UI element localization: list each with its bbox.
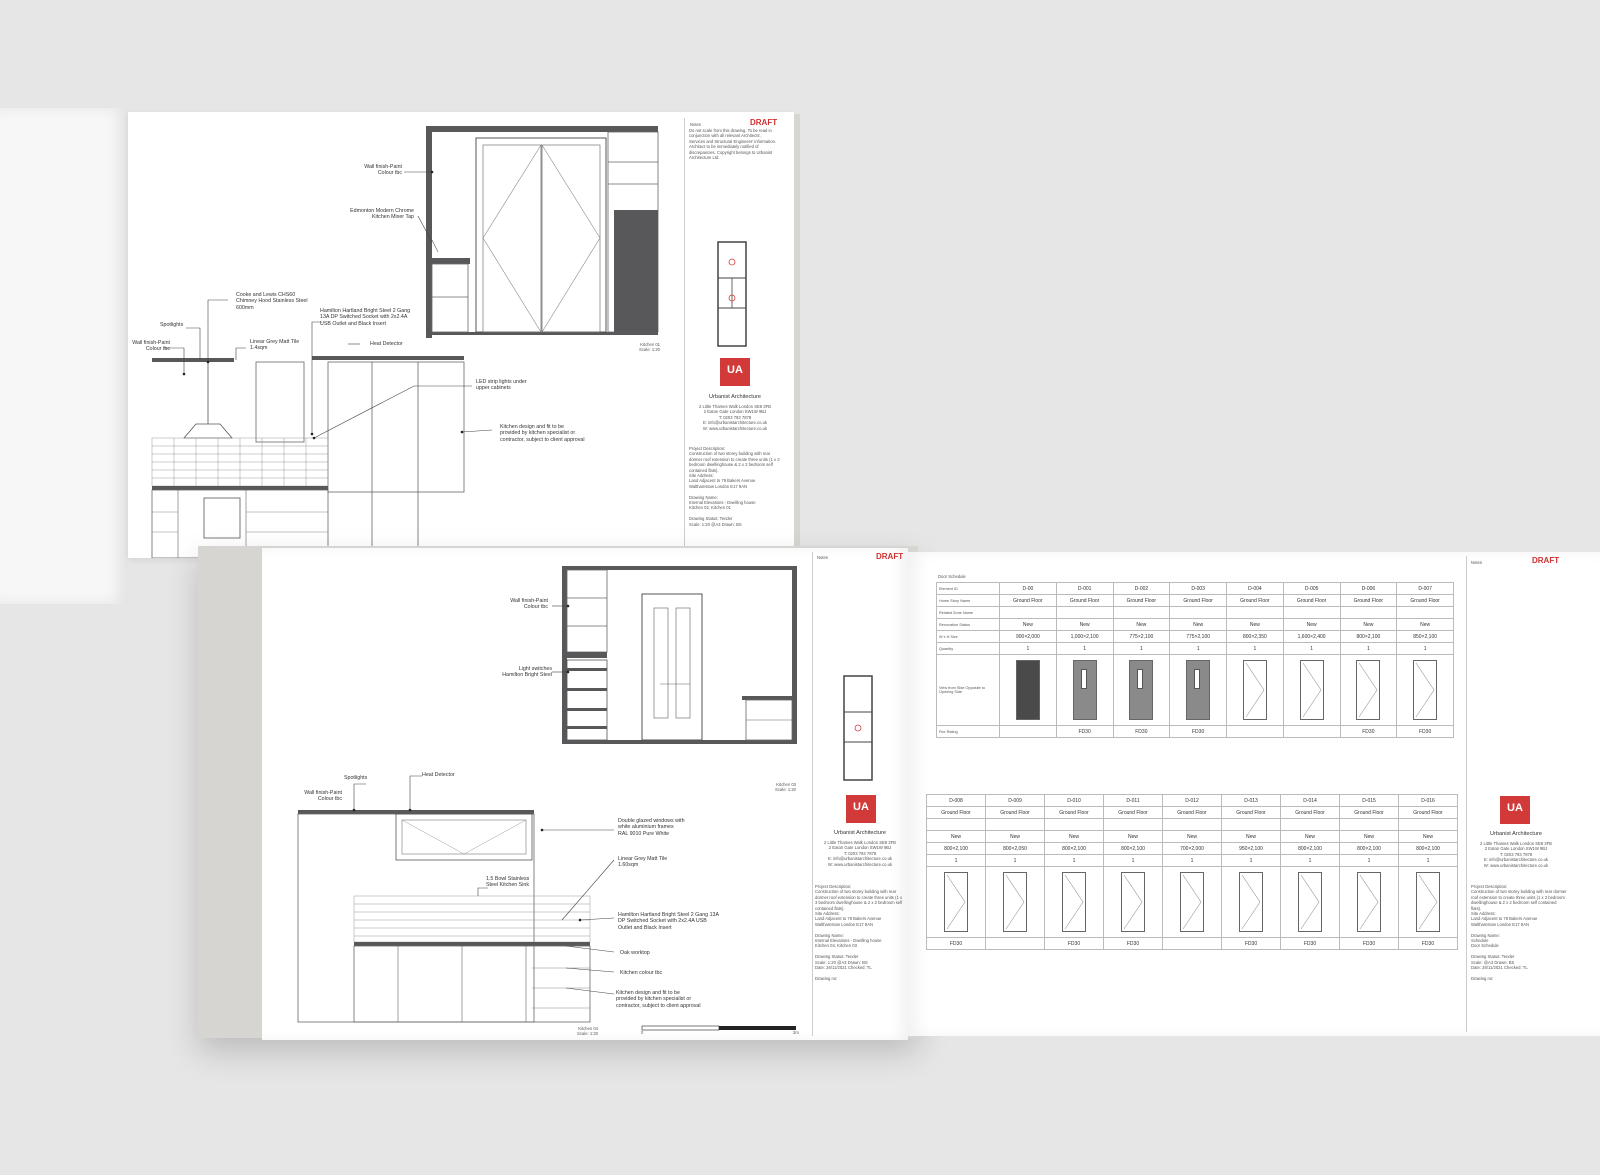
door-elevation-cell [1397,655,1454,726]
door-fire-cell [986,938,1045,950]
door-floor-cell: Ground Floor [1104,807,1163,819]
sheet1-notes-body: Do not scale from this drawing. To be read in conjunction with all relevant Architects', Services and Structural Engineers' information. Architect to be immediately notified of discrepancies. Copyright belongs to Urbanist Architecture Ltd. [689,128,777,161]
row-label-story: Home Story Name [937,595,1000,607]
sheet2-label-switches: Light switches Hamilton Bright Steel [502,666,552,679]
sheet2-draft-stamp: DRAFT [876,552,904,561]
door-qty-cell: 1 [1163,855,1222,867]
door-size-cell: 700×2,000 [1163,843,1222,855]
door-fire-cell: FD30 [927,938,986,950]
door-zone-cell [1113,607,1170,619]
sheet2-firm-address: 2 Little Thames Walk London SE8 3FB 2 Eaton Gate London SW1W 9BJ T: 0203 793 7878 E: info@urbanistarchitecture.co.uk W: www.urbanistarchitecture.co.uk [824,840,896,867]
door-schedule-table-bottom [926,794,1458,950]
door-status-cell: New [1163,831,1222,843]
door-id-cell: D-006 [1340,583,1397,595]
sheet1-label-tile: Linear Grey Matt Tile 1.4sqm [250,339,300,352]
door-floor-cell: Ground Floor [1397,595,1454,607]
door-size-cell: 800×2,050 [986,843,1045,855]
door-fire-cell: FD30 [1170,726,1227,738]
book1-left-page [0,108,128,604]
door-qty-cell: 1 [986,855,1045,867]
door-qty-cell: 1 [1056,643,1113,655]
sheet1-key-plan [710,238,754,350]
door-glazing-panel [1137,669,1143,689]
door-qty-cell: 1 [1397,643,1454,655]
door-zone-cell [1163,819,1222,831]
door-id-cell: D-016 [1399,795,1458,807]
door-zone-cell [1000,607,1057,619]
sheet3-notes-title: Notes [1471,560,1482,565]
door-elevation-icon [1413,660,1437,720]
door-status-cell: New [1340,831,1399,843]
sheet2-notes-title: Notes [817,555,828,560]
sheet3-firm-address: 2 Little Thames Walk London SE8 3FB 2 Eaton Gate London SW1W 9BJ T: 0203 793 7878 E: info@urbanistarchitecture.co.uk W: www.urbanistarchitecture.co.uk [1480,841,1552,868]
door-zone-cell [1340,607,1397,619]
door-floor-cell: Ground Floor [1056,595,1113,607]
door-zone-cell [927,819,986,831]
door-elevation-cell [1113,655,1170,726]
door-size-cell: 1,600×2,400 [1283,631,1340,643]
row-label-id: Element ID [937,583,1000,595]
sheet2-scale-start: 0 [641,1030,644,1035]
door-elevation-icon [1129,660,1153,720]
door-status-cell: New [1227,619,1284,631]
door-elevation-icon [1062,872,1086,932]
sheet2-label-design: Kitchen design and fit to be provided by kitchen specialist or contractor, subject to client approval [616,990,701,1009]
door-elevation-cell [1000,655,1057,726]
sheet1-draft-stamp: DRAFT [750,118,778,127]
door-elevation-cell [1056,655,1113,726]
door-fire-cell [1227,726,1284,738]
door-zone-cell [1399,819,1458,831]
door-swing-lines [1301,661,1323,719]
door-floor-cell: Ground Floor [1283,595,1340,607]
row-label-zone: Related Zone Name [937,607,1000,619]
row-label-fire: Fire Rating [937,726,1000,738]
sheet2-label-wall-paint: Wall finish-Paint Colour tbc [510,598,548,611]
door-schedule-table-top [936,582,1454,738]
door-size-cell: 950×2,100 [1222,843,1281,855]
door-swing-lines [1181,873,1203,931]
sheet2-label-windows: Double glazed windows with white aluminium frames RAL 9010 Pure White [618,818,685,837]
sheet2-label-sink: 1.5 Bowl Stainless Steel Kitchen Sink [486,876,530,889]
door-status-cell: New [1113,619,1170,631]
door-elevation-icon [1300,660,1324,720]
sheet1-view-tag: Kitchen 01 Scale: 1:20 [639,342,660,353]
door-fire-cell: FD30 [1056,726,1113,738]
door-floor-cell: Ground Floor [1399,807,1458,819]
sheet3-draft-stamp: DRAFT [1532,556,1560,565]
door-fire-cell: FD30 [1399,938,1458,950]
door-elevation-icon [1121,872,1145,932]
sheet2-view-tag2: Kitchen 04 Scale: 1:20 [577,1026,598,1037]
door-zone-cell [1340,819,1399,831]
sheet1-label-socket: Hamilton Hartland Bright Steel 2 Gang 13A DP Switched Socket with 2x2.4A USB Outlet and Black Insert [320,308,411,327]
sheet1-firm-address: 2 Little Thames Walk London SE8 3FB 2 Eaton Gate London SW1W 9BJ T: 0203 793 7878 E: info@urbanistarchitecture.co.uk W: www.urbanistarchitecture.co.uk [699,404,771,431]
sheet2-label-socket: Hamilton Hartland Bright Steel 2 Gang 13A DP Switched Socket with 2x2.4A USB Outlet and Black Insert [618,912,719,931]
door-swing-lines [1358,873,1380,931]
door-size-cell: 775×2,100 [1170,631,1227,643]
door-size-cell: 850×2,100 [1397,631,1454,643]
sheet3-firm-logo: UA [1500,796,1530,824]
door-size-cell: 1,000×2,100 [1056,631,1113,643]
sheet2-project-info: Project Description: Construction of two storey building with rear dormer roof extension to create three units (1 x 3 bedroom dwellinghouse & 2 x 2 bedroom self contained flats). Site Address: Land Adjacent to 79 Bakers Avenue Walthamstow London E17 9AN Drawing Name: Internal Elevations - Dwelling house Kitchen 04, Kitchen 03 Drawing Status: Tender Scale: 1:20 @A3 Drawn: BS Date: 26/11/2021 Checked: TL Drawing no: [815,884,903,981]
door-swing-lines [1244,661,1266,719]
door-size-cell: 900×2,000 [1000,631,1057,643]
door-zone-cell [1104,819,1163,831]
sheet1-label-mixer-tap: Edmonton Modern Chrome Kitchen Mixer Tap [350,208,414,221]
door-qty-cell: 1 [1283,643,1340,655]
door-id-cell: D-014 [1281,795,1340,807]
door-elevation-cell [1163,867,1222,938]
sheet1-notes-title: Notes [690,122,701,127]
door-elevation-cell [1227,655,1284,726]
door-id-cell: D-013 [1222,795,1281,807]
door-elevation-cell [927,867,986,938]
door-qty-cell: 1 [1104,855,1163,867]
door-elevation-icon [1243,660,1267,720]
door-fire-cell: FD30 [1104,938,1163,950]
sheet1-label-wall-paint2: Wall finish-Paint Colour tbc [132,340,170,353]
door-qty-cell: 1 [1340,855,1399,867]
door-qty-cell: 1 [1113,643,1170,655]
door-fire-cell [1000,726,1057,738]
door-id-cell: D-004 [1227,583,1284,595]
door-swing-lines [1240,873,1262,931]
door-size-cell: 800×2,100 [1399,843,1458,855]
row-label-size: W x H Size [937,631,1000,643]
door-floor-cell: Ground Floor [1113,595,1170,607]
door-elevation-cell [1340,655,1397,726]
sheet2-scale-end: 2m [793,1030,799,1035]
door-floor-cell: Ground Floor [1000,595,1057,607]
door-size-cell: 800×2,100 [1104,843,1163,855]
sheet1-firm-logo: UA [720,358,750,386]
door-floor-cell: Ground Floor [1227,595,1284,607]
door-swing-lines [1004,873,1026,931]
door-id-cell: D-005 [1283,583,1340,595]
door-qty-cell: 1 [1281,855,1340,867]
door-swing-lines [1299,873,1321,931]
door-swing-lines [945,873,967,931]
door-swing-lines [1357,661,1379,719]
door-size-cell: 800×2,100 [1340,843,1399,855]
door-size-cell: 800×2,100 [1045,843,1104,855]
door-fire-cell: FD30 [1397,726,1454,738]
door-zone-cell [1397,607,1454,619]
door-zone-cell [1222,819,1281,831]
door-elevation-icon [1186,660,1210,720]
sheet1-label-wall-paint: Wall finish-Paint Colour tbc [364,164,402,177]
door-size-cell: 800×2,100 [1340,631,1397,643]
door-fire-cell: FD30 [1281,938,1340,950]
door-schedule-title: Door Schedule [938,574,966,579]
door-qty-cell: 1 [1340,643,1397,655]
door-qty-cell: 1 [1170,643,1227,655]
door-swing-lines [1063,873,1085,931]
door-id-cell: D-008 [927,795,986,807]
sheet1-elevation-drawing [128,112,688,558]
door-elevation-icon [1298,872,1322,932]
sheet3-project-info: Project Description: Construction of two storey building with rear dormer roof extension to create three units (1 x 3 bedroom dwellinghouse & 2 x 2 bedroom self contained flats). Site Address: Land Adjacent to 79 Bakers Avenue Walthamstow London E17 9AN Drawing Name: Schedule Door Schedule Drawing Status: Tender Scale: @A3 Drawn: BS Date: 26/11/2021 Checked: TL Drawing no: [1471,884,1567,981]
door-elevation-cell [1170,655,1227,726]
door-status-cell: New [927,831,986,843]
door-zone-cell [1045,819,1104,831]
row-label-status: Renovation Status [937,619,1000,631]
sheet2-label-spotlights: Spotlights [344,775,368,781]
door-qty-cell: 1 [1227,643,1284,655]
sheet2-label-wall-paint2: Wall finish-Paint Colour tbc [304,790,342,803]
door-elevation-icon [1239,872,1263,932]
door-floor-cell: Ground Floor [986,807,1045,819]
sheet2-firm-logo: UA [846,795,876,823]
door-elevation-cell [1222,867,1281,938]
door-elevation-icon [1003,872,1027,932]
sheet2-label-colour: Kitchen colour tbc [620,970,663,976]
door-glazing-panel [1194,669,1200,689]
door-elevation-icon [1356,660,1380,720]
door-id-cell: D-00 [1000,583,1057,595]
door-id-cell: D-002 [1113,583,1170,595]
door-id-cell: D-015 [1340,795,1399,807]
door-elevation-cell [1399,867,1458,938]
door-fire-cell: FD30 [1222,938,1281,950]
door-swing-lines [1414,661,1436,719]
door-qty-cell: 1 [1222,855,1281,867]
book1-cover-edge [794,114,800,554]
sheet1-firm-name: Urbanist Architecture [709,394,761,400]
door-fire-cell: FD30 [1113,726,1170,738]
door-zone-cell [986,819,1045,831]
door-fire-cell [1283,726,1340,738]
sheet2-label-oak: Oak worktop [620,950,650,956]
door-swing-lines [1122,873,1144,931]
door-floor-cell: Ground Floor [1340,595,1397,607]
row-label-quantity: Quantity [937,643,1000,655]
sheet2-view-tag: Kitchen 03 Scale: 1:20 [775,782,796,793]
door-size-cell: 800×2,100 [1281,843,1340,855]
door-status-cell: New [1000,619,1057,631]
door-floor-cell: Ground Floor [927,807,986,819]
door-qty-cell: 1 [1000,643,1057,655]
door-qty-cell: 1 [1399,855,1458,867]
row-label-view: View from Side Opposite to Opening Side [937,655,1000,726]
door-status-cell: New [1104,831,1163,843]
door-floor-cell: Ground Floor [1340,807,1399,819]
sheet2-label-heat: Heat Detector [422,772,455,778]
door-elevation-icon [1416,872,1440,932]
door-floor-cell: Ground Floor [1170,595,1227,607]
door-elevation-cell [1340,867,1399,938]
door-id-cell: D-001 [1056,583,1113,595]
door-id-cell: D-003 [1170,583,1227,595]
door-zone-cell [1281,819,1340,831]
door-size-cell: 800×2,350 [1227,631,1284,643]
sheet2-label-tile: Linear Grey Matt Tile 1.60sqm [618,856,668,869]
door-fire-cell: FD30 [1045,938,1104,950]
door-elevation-icon [1016,660,1040,720]
door-elevation-cell [1281,867,1340,938]
door-floor-cell: Ground Floor [1163,807,1222,819]
door-qty-cell: 1 [1045,855,1104,867]
door-size-cell: 775×2,100 [1113,631,1170,643]
door-zone-cell [1056,607,1113,619]
door-floor-cell: Ground Floor [1222,807,1281,819]
door-elevation-icon [1357,872,1381,932]
door-elevation-cell [986,867,1045,938]
door-status-cell: New [1056,619,1113,631]
door-fire-cell: FD30 [1340,938,1399,950]
sheet1-label-heat: Heat Detector [370,341,403,347]
door-id-cell: D-012 [1163,795,1222,807]
door-fire-cell: FD30 [1340,726,1397,738]
door-status-cell: New [986,831,1045,843]
door-floor-cell: Ground Floor [1281,807,1340,819]
door-status-cell: New [1283,619,1340,631]
door-elevation-icon [1073,660,1097,720]
door-fire-cell [1163,938,1222,950]
sheet2-elevation-drawing [262,548,808,1040]
sheet1-label-led: LED strip lights under upper cabinets [476,379,527,392]
sheet2-key-plan [836,672,880,784]
door-zone-cell [1283,607,1340,619]
door-id-cell: D-011 [1104,795,1163,807]
sheet1-project-info: Project Description: Construction of two storey building with rear dormer roof extension to create three units (1 x 3 bedroom dwellinghouse & 2 x 2 bedroom self contained flats). Site Address: Land Adjacent to 79 Bakers Avenue Walthamstow London E17 9AN Drawing Name: Internal Elevations - Dwelling house Kitchen 02, Kitchen 01 Drawing Status: Tender Scale: 1:20 @A3 Drawn: BS [689,446,780,527]
door-id-cell: D-007 [1397,583,1454,595]
door-status-cell: New [1045,831,1104,843]
door-elevation-cell [1045,867,1104,938]
door-size-cell: 800×2,100 [927,843,986,855]
door-id-cell: D-010 [1045,795,1104,807]
door-floor-cell: Ground Floor [1045,807,1104,819]
door-status-cell: New [1397,619,1454,631]
sheet1-label-spotlights: Spotlights [160,322,184,328]
door-status-cell: New [1170,619,1227,631]
door-qty-cell: 1 [927,855,986,867]
door-elevation-cell [1104,867,1163,938]
sheet2-firm-name: Urbanist Architecture [834,830,886,836]
door-elevation-icon [944,872,968,932]
door-status-cell: New [1222,831,1281,843]
sheet1-label-design: Kitchen design and fit to be provided by kitchen specialist or contractor, subject to client approval [500,424,585,443]
door-glazing-panel [1081,669,1087,689]
door-elevation-cell [1283,655,1340,726]
door-swing-lines [1417,873,1439,931]
door-zone-cell [1170,607,1227,619]
door-status-cell: New [1399,831,1458,843]
door-status-cell: New [1340,619,1397,631]
door-elevation-icon [1180,872,1204,932]
door-status-cell: New [1281,831,1340,843]
door-id-cell: D-009 [986,795,1045,807]
sheet3-firm-name: Urbanist Architecture [1490,831,1542,837]
sheet1-label-hood: Cooke and Lewis CHS60 Chimney Hood Stainless Steel 600mm [236,292,308,311]
door-zone-cell [1227,607,1284,619]
